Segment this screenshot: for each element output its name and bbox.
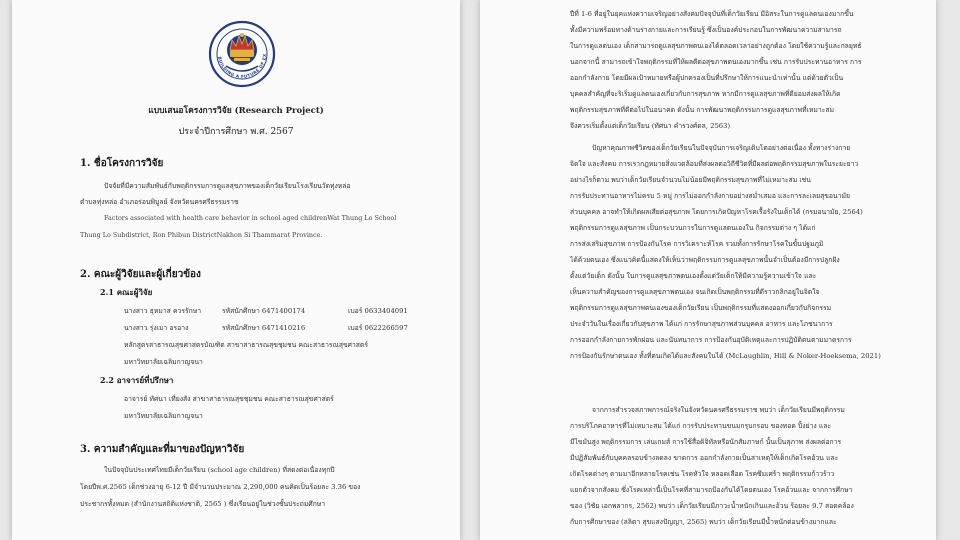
researcher-student-id: รหัสนักศึกษา 6471400174 xyxy=(222,307,306,315)
researcher-row xyxy=(124,305,444,316)
body-text-line: ปีที่ 1-6 ที่อยู่ในยุคแห่งความเจริญอย่างสังคมปัจจุบันที่เด็กวัยเรียน มีอิสระในการดูแลตนเองมากขึ้น xyxy=(570,10,854,18)
body-text-line: พฤติกรรมการดูแลสุขภาพ เป็นกระบวนการในการดูแลตนเองใน กิจกรรมต่าง ๆ ได้แก่ xyxy=(570,224,816,232)
body-text-line: การส่งเสริมสุขภาพ การป้องกันโรค การวิเคราะห์โรค รวมทั้งการรักษาโรคในขั้นปฐมภูมิ xyxy=(570,240,824,248)
advisor-line-1: อาจารย์ ทัศนา เที่ยงสัง สาขาสาธารณสุขชุมชน คณะสาธารณสุขศาสตร์ xyxy=(124,395,334,403)
body-text-line: กับการศึกษาของ (ลลิตา สุขแสงปัญญา, 2565) พบว่า เด็กวัยเรียนมีน้ำหนักต่อนข้างมากและ xyxy=(570,518,837,526)
body-text-line: การป้องกันรักษาตนเอง ทั้งที่ตนเกิดได้และสังคมในได้ (McLaughlin, Hill & Noker-Hoeksema, 2021) xyxy=(570,352,881,360)
body-text-line: อย่างไรก็ตาม พบว่าเด็กวัยเรียนจำนวนไม่น้อยมีพฤติกรรมสุขภาพที่ไม่เหมาะสม เช่น xyxy=(570,176,811,184)
project-title-english-line-1: Factors associated with health care behavior in school aged childrenWat Thung Lo School xyxy=(104,214,397,222)
section-3-heading: 3. ความสำคัญและที่มาของปัญหาวิจัย xyxy=(80,444,245,455)
body-text-line: มีปฏิสัมพันธ์กับบุคคลรอบข้างลดลง ขาดการ ออกกำลังกายเป็นสาเหตุให้เด็กเกิดโรคอ้วน และ xyxy=(570,454,839,462)
document-title: แบบเสนอโครงการวิจัย (Research Project) xyxy=(148,106,324,116)
project-title-thai-line-1: ปัจจัยที่มีความสัมพันธ์กับพฤติกรรมการดูแลสุขภาพของเด็กวัยเรียนโรงเรียนวัดทุ่งหล่อ xyxy=(104,182,351,190)
body-text-line: บุคคลสำคัญที่จะริเริ่มดูแลตนเองเกี่ยวกับการสุขภาพ หากมีการดูแลสุขภาพที่ดีย่อมส่งผลให้เกิด xyxy=(570,90,841,98)
body-text-line: นอกจากนี้ สามารถเข้าใจพฤติกรรมที่ให้ผลดีต่อสุขภาพตนเองมากขึ้น เช่น การรับประทานอาหาร การ xyxy=(570,58,862,66)
subsection-2-1-heading: 2.1 คณะผู้วิจัย xyxy=(100,287,153,297)
body-text-line: ประจำวันในเรื่องเกี่ยวกับสุขภาพ ได้แก่ การรักษาสุขภาพส่วนบุคคล อาหาร และโภชนาการ xyxy=(570,320,833,328)
project-title-english-line-2: Thung Lo Subdistrict, Ron Phibun DistrictNakhon Si Thammarat Province. xyxy=(80,231,323,239)
body-text-line: ได้ด้วยตนเอง ซึ่งแนวคิดนี้แสดงให้เห็นว่าพฤติกรรมการดูแลสุขภาพนั้นจำเป็นต้องมีการปลูกฝัง xyxy=(570,256,840,264)
body-text-line: ตั้งแต่วัยเด็ก ดังนั้น ในการดูแลสุขภาพตนเองตั้งแต่วัยเด็กให้มีความรู้ความเข้าใจ และ xyxy=(570,272,817,280)
body-text-line: การออกกำลังกายการพักผ่อน และนันทนาการ การป้องกันอุบัติเหตุและการปฏิบัติตนตามมาตรการ xyxy=(570,336,852,344)
program-line-2: มหาวิทยาลัยเฉลิมกาญจนา xyxy=(124,358,203,366)
section-3-body-line-3: ประชากรทั้งหมด (สำนักงานสถิติแห่งชาติ, 2565 ) ซึ่งเรียนอยู่ในช่วงชั้นประถมศึกษา xyxy=(80,500,326,508)
body-text-line: ออกกำลังกาย โดยมีผลเป้าหมายหรือผู้ปกครองเป็นที่ปรึกษาให้การแนะนำเท่านั้น แต่ด้วยตัวเป็น xyxy=(570,74,844,82)
program-line-1: หลักสูตรสาธารณสุขศาสตรบัณฑิต สาขาสาธารณสุขชุมชน คณะสาธารณสุขศาสตร์ xyxy=(124,341,368,349)
body-text-line: ทั้งมีความพร้อมทางด้านร่างกายและการเรียนรู้ ซึ่งเป็นองค์ประกอบในการพัฒนาความสามารถ xyxy=(570,26,842,34)
document-page-left xyxy=(12,0,460,540)
subsection-2-2-heading: 2.2 อาจารย์ที่ปรึกษา xyxy=(100,375,174,385)
logo-arc-text: BUILDING A FUTURE OF EX xyxy=(217,53,268,80)
body-text-line: พฤติกรรมการดูแลสุขภาพตนเองของเด็กวัยเรียน เป็นพฤติกรรมที่แสดงออกเกี่ยวกับกิจกรรม xyxy=(570,304,832,312)
body-text-line: ปัญหาคุณภาพชีวิตของเด็กวัยเรียนในปัจจุบันการเจริญเติบโตอย่างต่อเนื่อง ทั้งทางร่างกาย xyxy=(592,144,851,152)
project-title-thai-line-2: ตำบลทุ่งหล่อ อำเภอร่อนพิบูลย์ จังหวัดนครศรีธรรมราช xyxy=(80,198,239,206)
section-1-heading: 1. ชื่อโครงการวิจัย xyxy=(80,158,164,169)
body-text-line: เห็นความสำคัญของการดูแลสุขภาพตนเอง จนเกิดเป็นพฤติกรรมที่ดีราวกลิกอยู่ในจิตใจ xyxy=(570,288,820,296)
section-3-body-line-2: โดยปีพ.ศ.2565 เด็กช่วงอายุ 6-12 ปี มีจำนวนประมาณ 2,290,000 คนคิดเป็นร้อยละ 3.36 ของ xyxy=(80,483,361,491)
university-seal-logo xyxy=(208,20,276,88)
body-text-line: เกิดโรคต่างๆ ตามมาอีกหลายโรคเช่น โรคหัวใจ หลอดเลือด โรคซึมเศร้า พฤติกรรมก้าวร้าว xyxy=(570,470,835,478)
body-text-line: จากการสำรวจสภาพการณ์จริงในจังหวัดนครศรีธรรมราช พบว่า เด็กวัยเรียนมีพฤติกรรม xyxy=(592,406,845,414)
body-text-line: จิตใจ และสังคม การเรากฎหมายสิ่งแวดล้อมที่ส่งผลต่อวิถีชีวิตที่มีผลต่อพฤติกรรมสุขภาพในระยะยาว xyxy=(570,160,859,168)
advisor-line-2: มหาวิทยาลัยเฉลิมกาญจนา xyxy=(124,412,203,420)
crown-seal-icon xyxy=(208,20,276,88)
document-page-right xyxy=(480,0,936,540)
body-text-line: ของ (วิชัย เอกพลากร, 2562) พบว่า เด็กวัยเรียนมีภาวะน้ำหนักเกินและอ้วน ร้อยละ 9.7 สอดคล้อง xyxy=(570,502,854,510)
body-text-line: ส่วนบุคคล อาจทำให้เกิดผลเสียต่อสุขภาพ โดยการเกิดปัญหาโรคเรื้อรังในเด็กได้ (กรมอนามัย, 2564) xyxy=(570,208,863,216)
section-3-body-line-1: ในปัจจุบันประเทศไทยมีเด็กวัยเรียน (school age children) ที่สดงต่อเนื่องทุกปี xyxy=(104,466,335,474)
researcher-phone: เบอร์ 0633404091 xyxy=(348,307,408,315)
researcher-name: นางสาว รุ่งเมา อรอาง xyxy=(124,324,189,332)
body-text-line: ในการดูแลตนเอง เด็กสามารถดูแลสุขภาพตนเองได้ตลอดเวลาอย่างถูกต้อง โดยใช้ความรู้และกลยุทธ์ xyxy=(570,42,862,50)
section-2-heading: 2. คณะผู้วิจัยและผู้เกี่ยวข้อง xyxy=(80,269,201,280)
body-text-line: การบริโภคอาหารที่ไม่เหมาะสม ได้แก่ การรับประทานขนมกรุบกรอบ ของทอด ปิ้งย่าง และ xyxy=(570,422,832,430)
body-text-line: จึงควรเริ่มตั้งแต่เด็กวัยเรียน (ทัศนา คำรวงศ์ดล, 2563) xyxy=(570,122,731,130)
researcher-row xyxy=(124,322,444,333)
body-text-line: มีไขมันสูง พฤติกรรมการ เล่นเกมส์ การใช้สื่อดิจิทัลหรือนักสัมภาษก์ นั้นเป็นสุภาพ ส่งผลต่อการ xyxy=(570,438,842,446)
body-text-line: พฤติกรรมสุขภาพที่ดีต่อไปในอนาคต ดังนั้น การพัฒนาพฤติกรรมการดูแลสุขภาพที่เหมาะสม xyxy=(570,106,834,114)
researcher-student-id: รหัสนักศึกษา 6471410216 xyxy=(222,324,306,332)
researcher-name: นางสาว ธุหมาส ควรรักษา xyxy=(124,307,202,315)
document-academic-year: ประจำปีการศึกษา พ.ศ. 2567 xyxy=(178,127,294,137)
body-text-line: การรับประทานอาหารไม่ครบ 5 หมู่ การไม่ออกกำลังกายอย่างสม่ำเสมอ และการละเลยสุขอนามัย xyxy=(570,192,850,200)
researcher-phone: เบอร์ 0622266597 xyxy=(348,324,408,332)
body-text-line: แยกตัวจากสังคม ซึ่งโรคเหล่านี้เป็นโรคที่สามารถป้องกันได้โดยตนเอง โรคอ้วนและ จากการศึกษา xyxy=(570,486,853,494)
